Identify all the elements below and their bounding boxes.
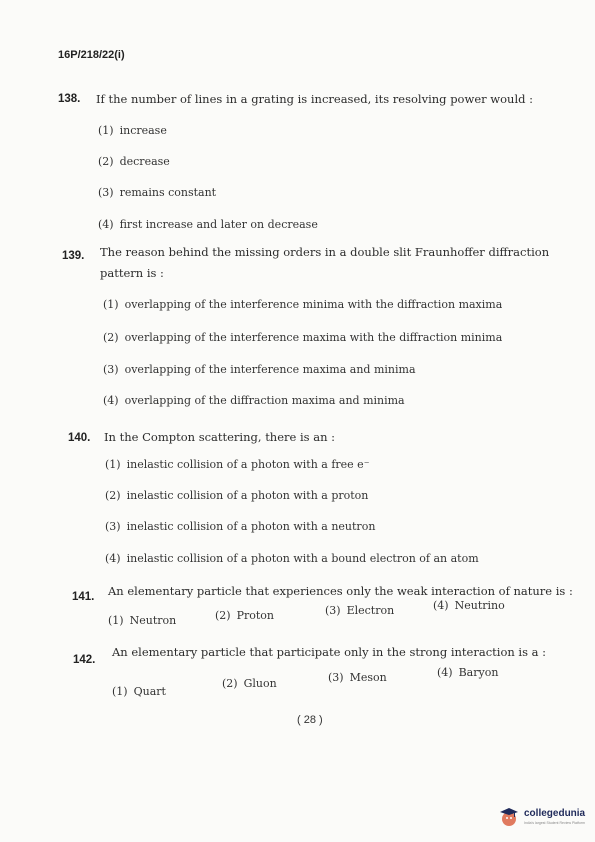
logo-name: collegedunia [524, 808, 586, 819]
question-text: If the number of lines in a grating is increased, its resolving power would : [96, 92, 534, 106]
option-4: (4) Baryon [437, 666, 499, 679]
question-number: 139. [62, 250, 85, 262]
paper-code: 16P/218/22(i) [58, 49, 125, 61]
option-3: (3) inelastic collision of a photon with a neutron [105, 520, 376, 533]
option-2: (2) Gluon [222, 677, 277, 690]
option-4: (4) inelastic collision of a photon with a bound electron of an atom [105, 552, 479, 565]
option-4: (4) first increase and later on decrease [98, 218, 318, 231]
option-3: (3) Electron [325, 604, 395, 617]
question-number: 142. [73, 654, 96, 666]
option-1: (1) Neutron [108, 614, 177, 627]
question-number: 138. [58, 93, 81, 105]
question-text: An elementary particle that experiences only the weak interaction of nature is : [108, 584, 573, 598]
logo-tagline: India's largest Student Review Platform [524, 821, 585, 825]
option-3: (3) remains constant [98, 186, 217, 199]
option-1: (1) increase [98, 124, 167, 137]
question-number: 141. [72, 591, 95, 603]
option-1: (1) Quart [112, 685, 166, 698]
question-number: 140. [68, 432, 91, 444]
question-text: An elementary particle that participate only in the strong interaction is a : [112, 645, 547, 659]
option-3: (3) Meson [328, 671, 387, 684]
question-text: In the Compton scattering, there is an : [104, 430, 336, 444]
question-text-cont: pattern is : [100, 266, 164, 280]
option-4: (4) Neutrino [433, 599, 505, 612]
option-2: (2) inelastic collision of a photon with a proton [105, 489, 369, 502]
collegedunia-logo [498, 806, 585, 828]
option-3: (3) overlapping of the interference maxima and minima [103, 363, 416, 376]
option-2: (2) Proton [215, 609, 275, 622]
graduate-avatar-icon [498, 806, 520, 828]
option-2: (2) decrease [98, 155, 170, 168]
option-2: (2) overlapping of the interference maxima with the diffraction minima [103, 331, 503, 344]
option-1: (1) overlapping of the interference minima with the diffraction maxima [103, 298, 503, 311]
option-1: (1) inelastic collision of a photon with a free e⁻ [105, 458, 370, 471]
question-text: The reason behind the missing orders in a double slit Fraunhoffer diffraction [100, 245, 550, 259]
page-number: ( 28 ) [297, 714, 323, 726]
option-4: (4) overlapping of the diffraction maxima and minima [103, 394, 405, 407]
